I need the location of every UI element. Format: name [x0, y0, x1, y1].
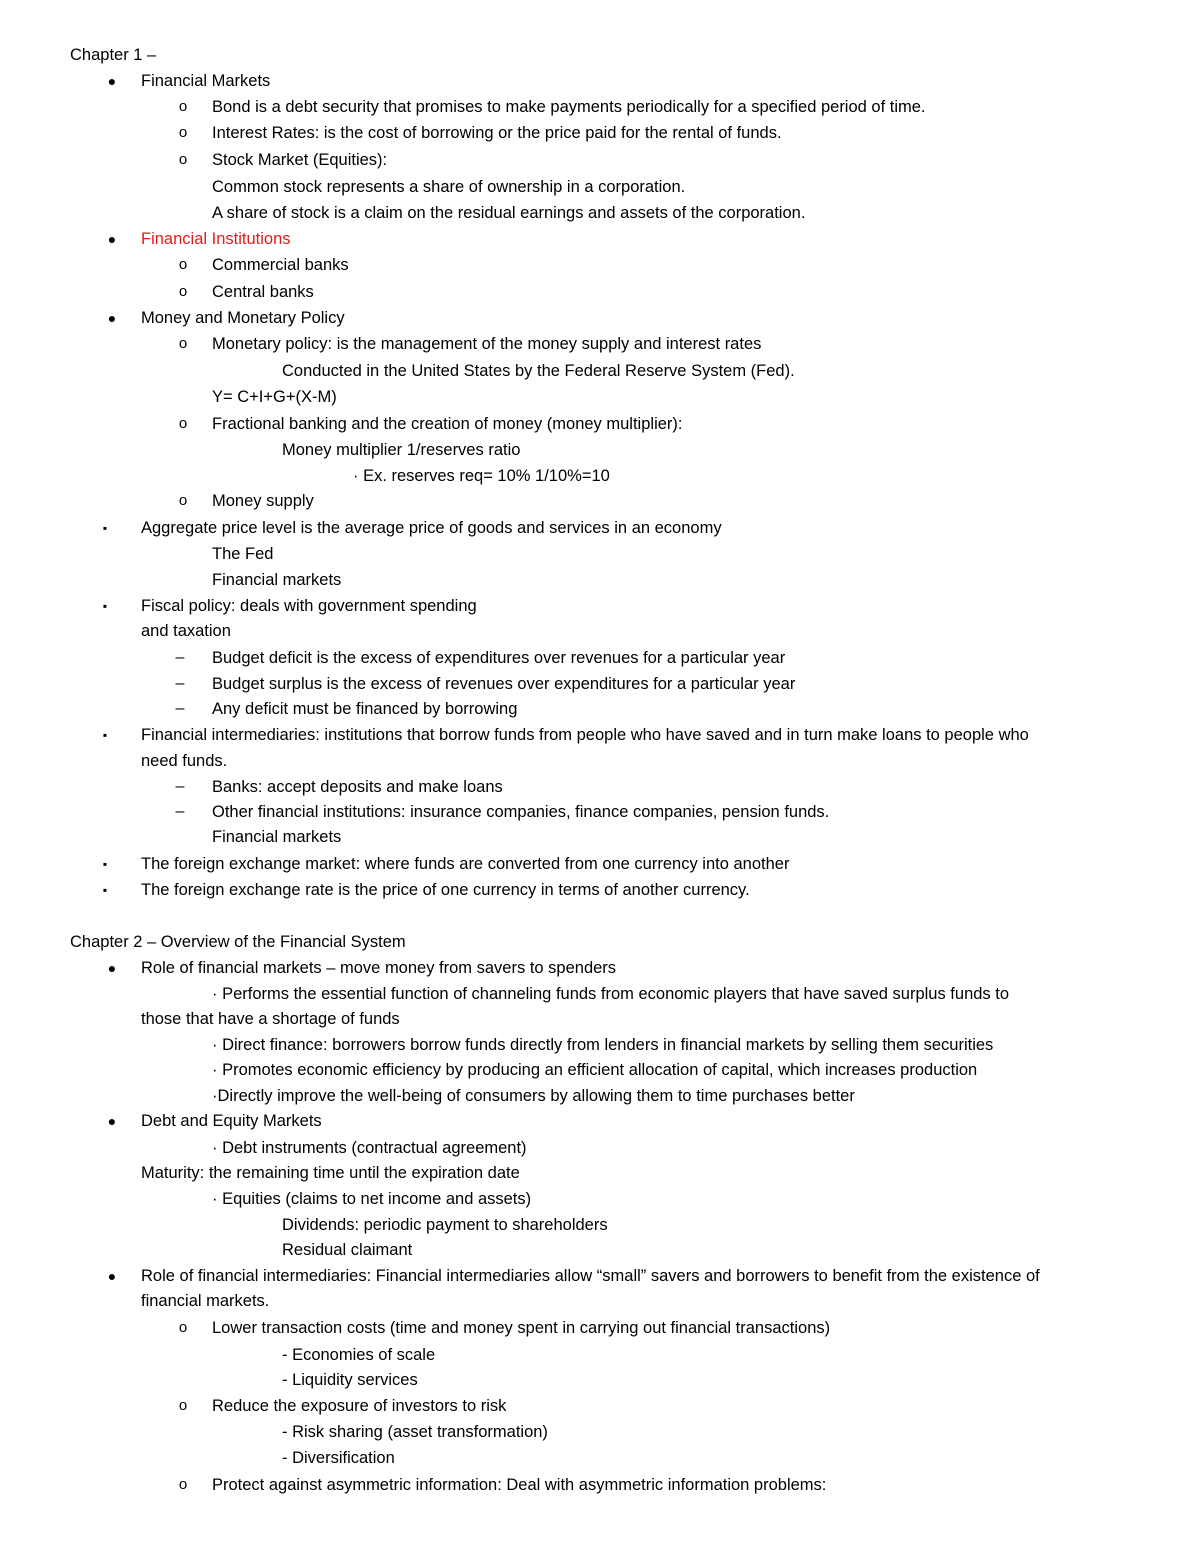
role-financial-markets-item: Role of financial markets – move money from savers to spenders	[141, 959, 617, 977]
dividends-text: Dividends: periodic payment to shareholders	[282, 1216, 608, 1234]
bullet-circle-icon: o	[178, 1397, 188, 1414]
reduce-risk-item: Reduce the exposure of investors to risk	[212, 1397, 507, 1415]
fiscal-policy-item: Fiscal policy: deals with government spending	[141, 597, 477, 615]
performs-function-continued: those that have a shortage of funds	[141, 1010, 400, 1028]
central-banks-item: Central banks	[212, 283, 314, 301]
bullet-disc-icon: ●	[107, 73, 117, 89]
debt-equity-item: Debt and Equity Markets	[141, 1112, 322, 1130]
money-multiplier-text: Money multiplier 1/reserves ratio	[282, 441, 521, 459]
maturity-text: Maturity: the remaining time until the expiration date	[141, 1164, 520, 1182]
equities-text: · Equities (claims to net income and assets)	[212, 1190, 532, 1208]
bullet-disc-icon: ●	[107, 1113, 117, 1129]
bullet-disc-icon: ●	[107, 960, 117, 976]
bullet-circle-icon: o	[178, 151, 188, 168]
financial-markets-text: Financial markets	[212, 828, 342, 846]
bullet-circle-icon: o	[178, 415, 188, 432]
consumer-wellbeing-text: ·Directly improve the well-being of consumers by allowing them to time purchases better	[212, 1087, 855, 1105]
bullet-disc-icon: ●	[107, 310, 117, 326]
fiscal-policy-continued: and taxation	[141, 622, 231, 640]
bullet-circle-icon: o	[178, 335, 188, 352]
bullet-disc-icon: ●	[107, 1268, 117, 1284]
bullet-square-icon: ▪	[102, 599, 108, 613]
financial-markets-item: Financial Markets	[141, 72, 271, 90]
debt-instruments-text: · Debt instruments (contractual agreement)	[212, 1139, 527, 1157]
financial-intermediaries-item: Financial intermediaries: institutions that borrow funds from people who have saved and in turn make loans to people who	[141, 726, 1029, 744]
bullet-disc-icon: ●	[107, 231, 117, 247]
economic-efficiency-text: · Promotes economic efficiency by producing an efficient allocation of capital, which increases production	[212, 1061, 978, 1079]
asymmetric-information-item: Protect against asymmetric information: Deal with asymmetric information problems:	[212, 1476, 827, 1494]
bullet-circle-icon: o	[178, 1476, 188, 1493]
bullet-dash-icon: –	[175, 675, 185, 692]
budget-deficit-text: Budget deficit is the excess of expenditures over revenues for a particular year	[212, 649, 786, 667]
other-institutions-text: Other financial institutions: insurance companies, finance companies, pension funds.	[212, 803, 830, 821]
deficit-borrowing-text: Any deficit must be financed by borrowing	[212, 700, 518, 718]
stock-market-item: Stock Market (Equities):	[212, 151, 388, 169]
bullet-dash-icon: –	[175, 700, 185, 717]
performs-function-text: · Performs the essential function of channeling funds from economic players that have saved surplus funds to	[212, 985, 1010, 1003]
the-fed-text: The Fed	[212, 545, 274, 563]
financial-intermediaries-continued: need funds.	[141, 752, 228, 770]
role-intermediaries-continued: financial markets.	[141, 1292, 270, 1310]
bullet-dash-icon: –	[175, 803, 185, 820]
common-stock-text: Common stock represents a share of ownership in a corporation.	[212, 178, 686, 196]
financial-institutions-item: Financial Institutions	[141, 230, 291, 248]
risk-sharing-text: - Risk sharing (asset transformation)	[282, 1423, 548, 1441]
banks-text: Banks: accept deposits and make loans	[212, 778, 503, 796]
bullet-dash-icon: –	[175, 778, 185, 795]
aggregate-price-item: Aggregate price level is the average price of goods and services in an economy	[141, 519, 722, 537]
bullet-square-icon: ▪	[102, 883, 108, 897]
liquidity-services-text: - Liquidity services	[282, 1371, 418, 1389]
residual-claimant-text: Residual claimant	[282, 1241, 413, 1259]
reserves-example-text: · Ex. reserves req= 10% 1/10%=10	[353, 467, 610, 485]
share-of-stock-text: A share of stock is a claim on the residual earnings and assets of the corporation.	[212, 204, 806, 222]
fractional-banking-item: Fractional banking and the creation of money (money multiplier):	[212, 415, 683, 433]
bullet-circle-icon: o	[178, 98, 188, 115]
commercial-banks-item: Commercial banks	[212, 256, 349, 274]
bullet-dash-icon: –	[175, 649, 185, 666]
interest-rates-definition: Interest Rates: is the cost of borrowing or the price paid for the rental of funds.	[212, 124, 782, 142]
bullet-circle-icon: o	[178, 1319, 188, 1336]
lower-transaction-costs-item: Lower transaction costs (time and money spent in carrying out financial transactions)	[212, 1319, 831, 1337]
bullet-circle-icon: o	[178, 283, 188, 300]
chapter2-heading: Chapter 2 – Overview of the Financial System	[70, 933, 406, 951]
chapter1-heading: Chapter 1 –	[70, 46, 157, 64]
bullet-square-icon: ▪	[102, 521, 108, 535]
bullet-square-icon: ▪	[102, 728, 108, 742]
bullet-circle-icon: o	[178, 124, 188, 141]
economies-of-scale-text: - Economies of scale	[282, 1346, 436, 1364]
bullet-square-icon: ▪	[102, 857, 108, 871]
bond-definition: Bond is a debt security that promises to make payments periodically for a specified period of time.	[212, 98, 926, 116]
gdp-formula: Y= C+I+G+(X-M)	[212, 388, 337, 406]
bullet-circle-icon: o	[178, 492, 188, 509]
budget-surplus-text: Budget surplus is the excess of revenues over expenditures for a particular year	[212, 675, 796, 693]
bullet-circle-icon: o	[178, 256, 188, 273]
financial-markets-text: Financial markets	[212, 571, 342, 589]
direct-finance-text: · Direct finance: borrowers borrow funds directly from lenders in financial markets by selling them securities	[212, 1036, 994, 1054]
fx-market-item: The foreign exchange market: where funds are converted from one currency into another	[141, 855, 790, 873]
role-intermediaries-item: Role of financial intermediaries: Financial intermediaries allow “small” savers and borrowers to benefit from the existence of	[141, 1267, 1040, 1285]
fx-rate-item: The foreign exchange rate is the price of one currency in terms of another currency.	[141, 881, 750, 899]
diversification-text: - Diversification	[282, 1449, 395, 1467]
fed-conducted-text: Conducted in the United States by the Federal Reserve System (Fed).	[282, 362, 795, 380]
money-policy-item: Money and Monetary Policy	[141, 309, 345, 327]
monetary-policy-definition: Monetary policy: is the management of the money supply and interest rates	[212, 335, 762, 353]
money-supply-item: Money supply	[212, 492, 314, 510]
